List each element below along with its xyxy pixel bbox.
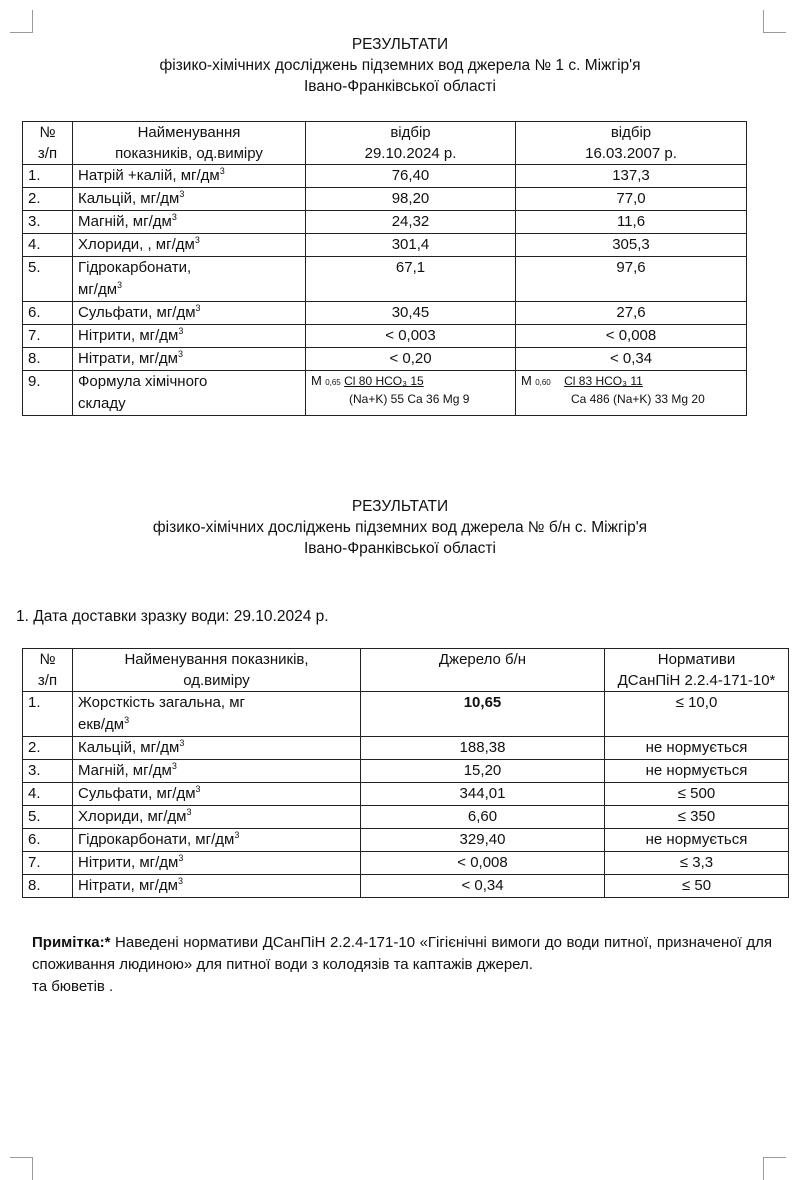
table-row: [23, 806, 789, 829]
table-row: [23, 302, 747, 325]
row-name: [73, 165, 306, 188]
table-row: [23, 165, 747, 188]
footnote-label: Примітка:*: [32, 934, 111, 951]
row-name: [73, 257, 306, 302]
row-value-2: 77,0: [516, 188, 747, 211]
row-name-text: мг/дм: [78, 281, 118, 298]
row-value-1: 67,1: [306, 257, 516, 302]
row-name-text: Хлориди, мг/дм: [78, 808, 187, 825]
row-name-text: Гідрокарбонати,: [78, 259, 192, 276]
header-text: ДСанПіН 2.2.4-171-10*: [617, 672, 776, 689]
row-name: [73, 783, 361, 806]
row-name: [73, 371, 306, 416]
unit-sup: 3: [171, 761, 177, 771]
section2-heading: РЕЗУЛЬТАТИ: [351, 498, 449, 515]
header-text: Нормативи: [657, 651, 736, 668]
header-text: Найменування: [137, 124, 241, 141]
section2-title-block: [0, 496, 800, 559]
unit-sup: 3: [171, 212, 177, 222]
table-row: [23, 325, 747, 348]
section1-title-block: [0, 34, 800, 97]
footnote-text: Наведені нормативи ДСанПіН 2.2.4-171-10 «Гігієнічні вимоги до води питної, призначеної для споживання людиною» для питної води з колодязів та каптажів джерел.: [32, 934, 772, 973]
row-name: [73, 806, 361, 829]
header-text: відбір: [610, 124, 652, 141]
row-value: 188,38: [361, 737, 605, 760]
row-norm: ≤ 10,0: [605, 692, 789, 737]
header-sample2: [516, 122, 747, 165]
row-name-text: Кальцій, мг/дм: [78, 739, 180, 756]
unit-sup: 3: [194, 235, 200, 245]
row-name: [73, 760, 361, 783]
table-row: [23, 875, 789, 898]
formula-sample2: [516, 371, 747, 416]
row-num: 7.: [23, 852, 73, 875]
row-value-2: 137,3: [516, 165, 747, 188]
row-num: 3.: [23, 211, 73, 234]
section2-region: Івано-Франківської області: [304, 540, 496, 557]
row-norm: ≤ 500: [605, 783, 789, 806]
header-text: Найменування показників,: [124, 651, 309, 668]
row-name: [73, 302, 306, 325]
row-value: 15,20: [361, 760, 605, 783]
row-value: 10,65: [361, 692, 605, 737]
row-num: 9.: [23, 371, 73, 416]
row-name-text: Сульфати, мг/дм: [78, 785, 196, 802]
table-row: [23, 852, 789, 875]
header-text: з/п: [37, 145, 58, 162]
row-value-2: < 0,008: [516, 325, 747, 348]
unit-sup: 3: [124, 715, 130, 725]
row-name: [73, 692, 361, 737]
page-corner-mark: [10, 10, 33, 33]
row-name-text: Кальцій, мг/дм: [78, 190, 180, 207]
row-name-text: Нітрити, мг/дм: [78, 854, 179, 871]
row-value-1: 301,4: [306, 234, 516, 257]
row-name-text: Нітрати, мг/дм: [78, 877, 178, 894]
row-name-text: Жорсткість загальна, мг: [78, 694, 245, 711]
row-name-text: складу: [78, 395, 126, 412]
formula-mineralization: 0,60: [535, 378, 551, 387]
row-norm: не нормується: [605, 829, 789, 852]
row-value-1: < 0,003: [306, 325, 516, 348]
page-corner-mark: [10, 1157, 33, 1180]
formula-sample1: [306, 371, 516, 416]
header-text: з/п: [37, 672, 58, 689]
row-num: 1.: [23, 692, 73, 737]
page-corner-mark: [763, 1157, 786, 1180]
row-num: 6.: [23, 302, 73, 325]
header-text: 16.03.2007 р.: [585, 145, 677, 162]
row-name: [73, 234, 306, 257]
delivery-date: 1. Дата доставки зразку води: 29.10.2024 р.: [16, 608, 329, 625]
table-row: [23, 737, 789, 760]
table-row: [23, 188, 747, 211]
row-name: [73, 325, 306, 348]
footnote-extra: та бюветів .: [32, 978, 114, 995]
row-num: 6.: [23, 829, 73, 852]
formula-anions: Cl 80 HCO₃ 15: [344, 374, 424, 388]
unit-sup: 3: [195, 303, 201, 313]
header-text: од.виміру: [183, 672, 250, 689]
unit-sup: 3: [178, 853, 184, 863]
unit-sup: 3: [179, 189, 185, 199]
header-text: показників, од.виміру: [115, 145, 263, 162]
header-num: [23, 122, 73, 165]
row-num: 5.: [23, 806, 73, 829]
row-num: 4.: [23, 783, 73, 806]
unit-sup: 3: [179, 738, 185, 748]
row-num: 4.: [23, 234, 73, 257]
header-source: Джерело б/н: [361, 649, 605, 692]
table-row-formula: [23, 371, 747, 416]
row-name: [73, 188, 306, 211]
section1-results-table: [22, 121, 747, 416]
row-value: 344,01: [361, 783, 605, 806]
section1-subheading: фізико-хімічних досліджень підземних вод джерела № 1 с. Міжгір'я: [159, 57, 641, 74]
row-name: [73, 852, 361, 875]
row-value: < 0,008: [361, 852, 605, 875]
page-corner-mark: [763, 10, 786, 33]
row-value-2: 27,6: [516, 302, 747, 325]
footnote: [32, 932, 772, 998]
row-norm: ≤ 3,3: [605, 852, 789, 875]
row-value-2: 97,6: [516, 257, 747, 302]
row-name: [73, 829, 361, 852]
row-name-text: Гідрокарбонати, мг/дм: [78, 831, 235, 848]
formula-cations: (Na+K) 55 Ca 36 Mg 9: [349, 392, 470, 406]
row-value-1: 76,40: [306, 165, 516, 188]
row-name-text: Магній, мг/дм: [78, 213, 172, 230]
table-row: [23, 211, 747, 234]
table-row: [23, 257, 747, 302]
unit-sup: 3: [178, 876, 184, 886]
row-value-2: 305,3: [516, 234, 747, 257]
row-norm: не нормується: [605, 760, 789, 783]
row-num: 7.: [23, 325, 73, 348]
header-text: 29.10.2024 р.: [364, 145, 457, 162]
row-name-text: Магній, мг/дм: [78, 762, 172, 779]
row-value-2: < 0,34: [516, 348, 747, 371]
row-num: 5.: [23, 257, 73, 302]
table-header-row: [23, 122, 747, 165]
row-value-2: 11,6: [516, 211, 747, 234]
table-row: [23, 234, 747, 257]
header-norms: [605, 649, 789, 692]
unit-sup: 3: [195, 784, 201, 794]
row-name-text: екв/дм: [78, 716, 125, 733]
row-name-text: Хлориди, , мг/дм: [78, 236, 195, 253]
header-text: відбір: [390, 124, 431, 141]
unit-sup: 3: [234, 830, 240, 840]
table-row: [23, 692, 789, 737]
header-text: №: [39, 124, 56, 141]
section1-heading: РЕЗУЛЬТАТИ: [351, 36, 449, 53]
row-name: [73, 348, 306, 371]
unit-sup: 3: [178, 326, 184, 336]
row-value-1: < 0,20: [306, 348, 516, 371]
formula-m: M: [311, 373, 322, 388]
row-norm: ≤ 50: [605, 875, 789, 898]
formula-m: M: [521, 373, 532, 388]
row-value-1: 30,45: [306, 302, 516, 325]
unit-sup: 3: [178, 349, 184, 359]
row-name: [73, 211, 306, 234]
unit-sup: 3: [219, 166, 225, 176]
table-row: [23, 760, 789, 783]
header-name: [73, 122, 306, 165]
unit-sup: 3: [117, 280, 123, 290]
table-row: [23, 783, 789, 806]
row-name-text: Сульфати, мг/дм: [78, 304, 196, 321]
table-row: [23, 348, 747, 371]
formula-cations: Ca 486 (Na+K) 33 Mg 20: [571, 392, 705, 406]
row-norm: ≤ 350: [605, 806, 789, 829]
row-name-text: Нітрати, мг/дм: [78, 350, 178, 367]
table-row: [23, 829, 789, 852]
row-norm: не нормується: [605, 737, 789, 760]
table-header-row: [23, 649, 789, 692]
row-num: 2.: [23, 188, 73, 211]
row-num: 8.: [23, 875, 73, 898]
header-name: [73, 649, 361, 692]
unit-sup: 3: [186, 807, 192, 817]
section2-subheading: фізико-хімічних досліджень підземних вод джерела № б/н с. Міжгір'я: [152, 519, 648, 536]
row-name-text: Формула хімічного: [78, 373, 208, 390]
row-value: < 0,34: [361, 875, 605, 898]
row-num: 3.: [23, 760, 73, 783]
header-text: №: [39, 651, 56, 668]
row-name-text: Нітрити, мг/дм: [78, 327, 179, 344]
row-value-1: 24,32: [306, 211, 516, 234]
row-num: 2.: [23, 737, 73, 760]
row-num: 1.: [23, 165, 73, 188]
row-name: [73, 737, 361, 760]
header-num: [23, 649, 73, 692]
row-value: 329,40: [361, 829, 605, 852]
formula-anions: Cl 83 HCO₃ 11: [564, 374, 643, 388]
row-num: 8.: [23, 348, 73, 371]
section2-results-table: [22, 648, 789, 898]
formula-mineralization: 0,65: [325, 378, 341, 387]
section1-region: Івано-Франківської області: [304, 78, 496, 95]
row-name: [73, 875, 361, 898]
row-value-1: 98,20: [306, 188, 516, 211]
row-name-text: Натрій +калій, мг/дм: [78, 167, 220, 184]
header-sample1: [306, 122, 516, 165]
row-value: 6,60: [361, 806, 605, 829]
